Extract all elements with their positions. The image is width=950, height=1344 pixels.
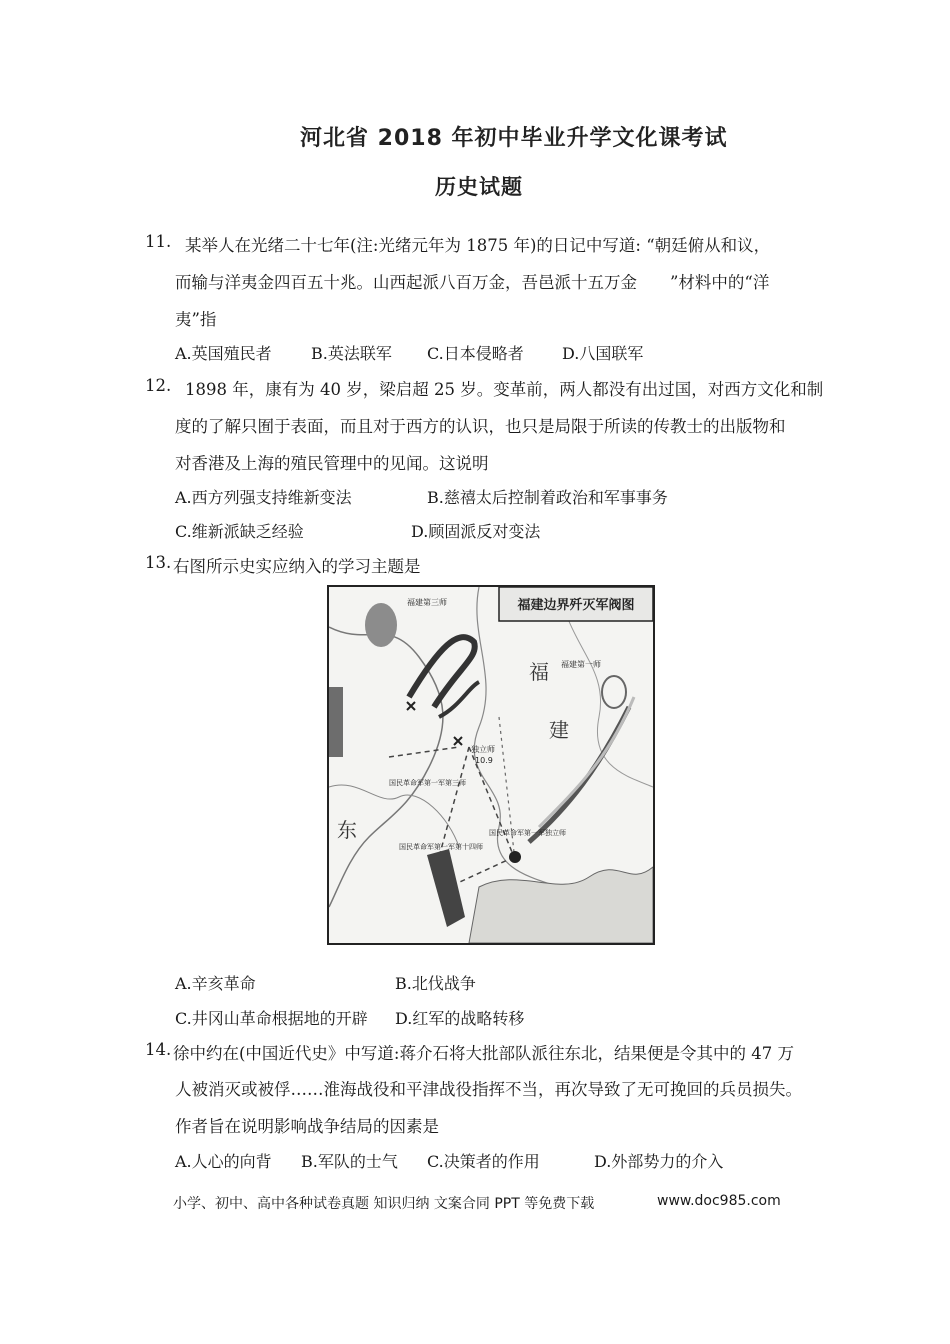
- advance-line: [439, 747, 469, 857]
- historical-map: [327, 585, 655, 945]
- question-text: 对香港及上海的殖民管理中的见闻。这说明: [175, 454, 489, 473]
- label-nra-1-14: 国民革命军第一军第十四师: [399, 843, 483, 851]
- movement-arrow: [539, 697, 634, 827]
- border-line: [474, 587, 559, 887]
- label-fu: 福: [529, 660, 549, 684]
- question-text: 度的了解只囿于表面，而且对于西方的认识，也只是局限于所读的传教士的出版物和: [175, 417, 786, 436]
- option-b: B.北伐战争: [395, 974, 476, 993]
- option-c: C.维新派缺乏经验: [175, 522, 304, 541]
- footer-text: 小学、初中、高中各种试卷真题 知识归纳 文案合同 PPT 等免费下载: [173, 1196, 595, 1212]
- question-number: 11.: [145, 232, 172, 251]
- map-title: 福建边界歼灭军阀图: [517, 598, 635, 613]
- question-text: 人被消灭或被俘……淮海战役和平津战役指挥不当，再次导致了无可挽回的兵员损失。: [175, 1080, 802, 1099]
- battle-marker: [454, 737, 462, 745]
- option-d: D.外部势力的介入: [594, 1152, 724, 1171]
- question-text: 作者旨在说明影响战争结局的因素是: [175, 1117, 439, 1136]
- question-number: 12.: [145, 376, 172, 395]
- region-western: [329, 687, 343, 757]
- option-a: A.英国殖民者: [175, 344, 272, 363]
- exam-subtitle: 历史试题: [435, 175, 523, 199]
- region-nra-14th: [427, 849, 465, 927]
- map-drawing: [329, 587, 653, 943]
- label-date: 10.9: [475, 756, 493, 765]
- option-b: B.英法联军: [311, 344, 392, 363]
- label-indep-div: 独立师: [471, 745, 495, 754]
- option-c: C.日本侵略者: [427, 344, 524, 363]
- question-text: 而输与洋夷金四百五十兆。山西起派八百万金，吾邑派十五万金 ”材料中的“洋: [175, 273, 770, 292]
- question-number: 14.: [145, 1040, 172, 1059]
- question-text: 1898 年，康有为 40 岁，梁启超 25 岁。变革前，两人都没有出过国，对西方文化和制: [185, 380, 824, 399]
- question-text: 夷”指: [175, 310, 217, 329]
- advance-line: [389, 747, 459, 757]
- position-marker: [602, 676, 626, 708]
- label-jian: 建: [549, 718, 569, 742]
- option-a: A.西方列强支持维新变法: [175, 488, 352, 507]
- option-c: C.井冈山革命根据地的开辟: [175, 1009, 368, 1028]
- footer-link[interactable]: www.doc985.com: [657, 1193, 781, 1209]
- option-d: D.红军的战略转移: [395, 1009, 525, 1028]
- option-c: C.决策者的作用: [427, 1152, 540, 1171]
- question-text: 徐中约在(中国近代史》中写道:蒋介石将大批部队派往东北，结果便是令其中的 47 万: [173, 1044, 794, 1063]
- question-text: 某举人在光绪二十七年(注:光绪元年为 1875 年)的日记中写道: “朝廷俯从和议，: [185, 236, 771, 255]
- coastline: [469, 867, 653, 943]
- region-fujian-div3: [365, 603, 397, 647]
- option-d: D.顾固派反对变法: [411, 522, 541, 541]
- label-nra-1-indep: 国民革命军第一军独立师: [489, 829, 566, 837]
- question-text: 右图所示史实应纳入的学习主题是: [173, 557, 421, 576]
- question-number: 13.: [145, 553, 172, 572]
- label-fujian-div3: 福建第三师: [407, 598, 447, 607]
- label-fujian-div1: 福建第一师: [561, 660, 601, 669]
- exam-title: 河北省 2018 年初中毕业升学文化课考试: [300, 126, 728, 151]
- option-a: A.人心的向背: [175, 1152, 272, 1171]
- battle-marker: [407, 702, 415, 710]
- battle-marker: [509, 851, 521, 863]
- option-b: B.慈禧太后控制着政治和军事事务: [427, 488, 668, 507]
- label-nra-1-3: 国民革命军第一军第三师: [389, 779, 466, 787]
- label-dong: 东: [337, 818, 357, 842]
- option-b: B.军队的士气: [301, 1152, 398, 1171]
- option-a: A.辛亥革命: [175, 974, 256, 993]
- option-d: D.八国联军: [562, 344, 644, 363]
